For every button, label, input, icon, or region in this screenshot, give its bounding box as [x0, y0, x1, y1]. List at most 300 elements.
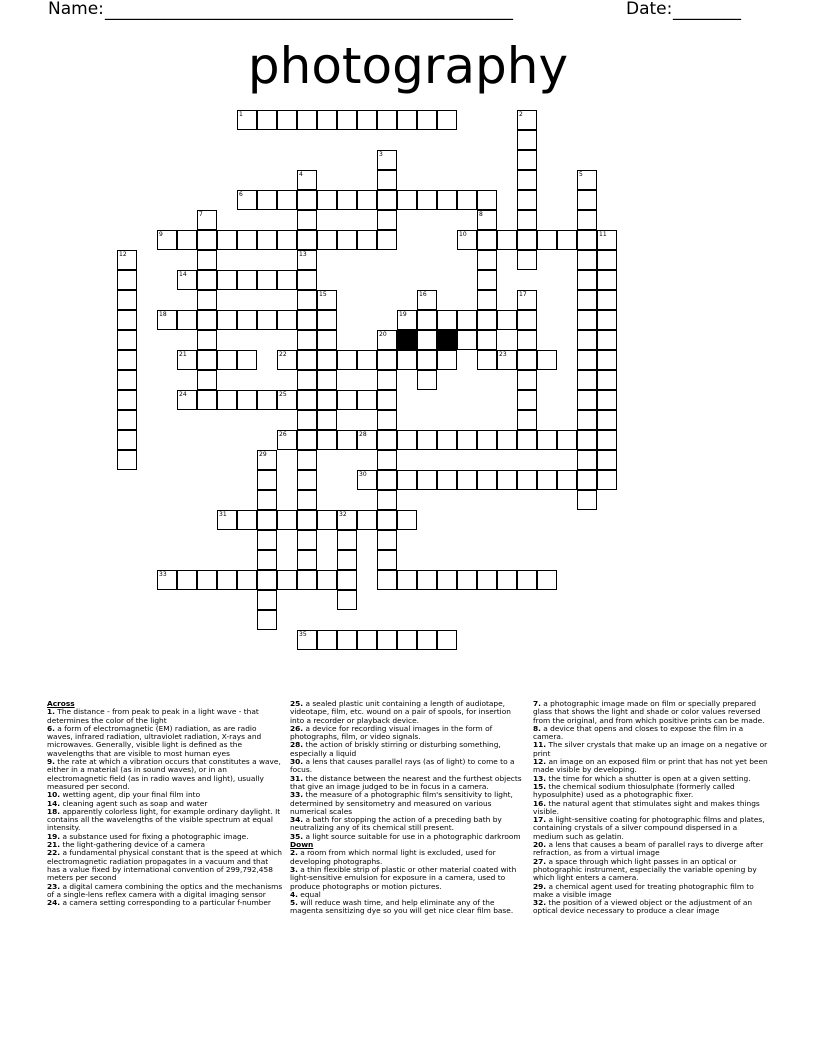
crossword-cell[interactable] — [457, 470, 477, 490]
crossword-cell[interactable] — [257, 510, 277, 530]
crossword-cell[interactable] — [497, 230, 517, 250]
clue-number: 10 — [459, 231, 467, 238]
crossword-cell[interactable] — [117, 430, 137, 450]
crossword-cell[interactable] — [297, 570, 317, 590]
clue-number-label: 23. — [47, 881, 61, 891]
crossword-cell[interactable] — [117, 270, 137, 290]
crossword-cell[interactable] — [477, 290, 497, 310]
crossword-cell[interactable] — [477, 430, 497, 450]
crossword-cell[interactable] — [297, 410, 317, 430]
crossword-cell[interactable] — [577, 390, 597, 410]
crossword-cell[interactable] — [297, 210, 317, 230]
crossword-cell[interactable] — [177, 270, 197, 290]
crossword-cell[interactable] — [337, 390, 357, 410]
crossword-cell[interactable] — [317, 310, 337, 330]
crossword-cell[interactable] — [397, 350, 417, 370]
crossword-cell[interactable] — [417, 330, 437, 350]
crossword-cell[interactable] — [297, 510, 317, 530]
crossword-cell[interactable] — [317, 230, 337, 250]
crossword-cell[interactable] — [517, 230, 537, 250]
clue-text: a space through which light passes in an optical or photographic instrument, especially the variable opening by which light enters a camera. — [533, 856, 757, 883]
crossword-cell[interactable] — [597, 250, 617, 270]
clue-item — [47, 758, 283, 791]
crossword-cell[interactable] — [397, 310, 417, 330]
crossword-cell[interactable] — [337, 510, 357, 530]
crossword-cell[interactable] — [257, 530, 277, 550]
crossword-cell[interactable] — [577, 350, 597, 370]
clue-text: a photographic image made on film or specially prepared glass that shows the light and shade or color values reversed from the original, and from which positive prints can be made. — [533, 699, 765, 725]
crossword-cell[interactable] — [297, 270, 317, 290]
crossword-cell[interactable] — [117, 350, 137, 370]
crossword-cell[interactable] — [437, 110, 457, 130]
crossword-cell[interactable] — [337, 630, 357, 650]
crossword-cell[interactable] — [497, 470, 517, 490]
date-field[interactable]: ________ — [673, 1, 741, 21]
crossword-cell[interactable] — [257, 490, 277, 510]
crossword-cell[interactable] — [517, 570, 537, 590]
crossword-cell[interactable] — [257, 270, 277, 290]
crossword-cell[interactable] — [597, 270, 617, 290]
crossword-cell[interactable] — [257, 310, 277, 330]
crossword-cell[interactable] — [377, 330, 397, 350]
crossword-cell[interactable] — [517, 410, 537, 430]
crossword-cell[interactable] — [297, 550, 317, 570]
crossword-cell[interactable] — [597, 370, 617, 390]
crossword-cell[interactable] — [297, 430, 317, 450]
crossword-cell[interactable] — [297, 330, 317, 350]
crossword-cell[interactable] — [377, 110, 397, 130]
crossword-cell[interactable] — [577, 490, 597, 510]
clue-number: 30 — [359, 471, 367, 478]
clue-number: 35 — [299, 631, 307, 638]
crossword-cell[interactable] — [357, 350, 377, 370]
crossword-cell[interactable] — [517, 350, 537, 370]
crossword-cell[interactable] — [317, 390, 337, 410]
crossword-cell[interactable] — [597, 470, 617, 490]
crossword-cell[interactable] — [517, 310, 537, 330]
blocked-cell — [437, 330, 457, 350]
clue-number: 15 — [319, 291, 327, 298]
crossword-cell[interactable] — [377, 470, 397, 490]
crossword-cell[interactable] — [477, 470, 497, 490]
date-label: Date: — [626, 0, 673, 19]
crossword-cell[interactable] — [257, 230, 277, 250]
crossword-cell[interactable] — [297, 110, 317, 130]
crossword-cell[interactable] — [517, 110, 537, 130]
crossword-cell[interactable] — [517, 250, 537, 270]
crossword-cell[interactable] — [297, 170, 317, 190]
clue-text: a light source suitable for use in a photographic darkroom — [303, 831, 521, 841]
crossword-cell[interactable] — [337, 230, 357, 250]
crossword-cell[interactable] — [157, 310, 177, 330]
crossword-cell[interactable] — [597, 450, 617, 470]
crossword-cell[interactable] — [257, 190, 277, 210]
crossword-cell[interactable] — [537, 570, 557, 590]
crossword-cell[interactable] — [437, 310, 457, 330]
crossword-cell[interactable] — [437, 350, 457, 370]
crossword-cell[interactable] — [577, 230, 597, 250]
crossword-cell[interactable] — [257, 550, 277, 570]
clue-item — [290, 899, 526, 916]
crossword-cell[interactable] — [177, 230, 197, 250]
crossword-cell[interactable] — [297, 250, 317, 270]
crossword-cell[interactable] — [397, 190, 417, 210]
crossword-cell[interactable] — [377, 410, 397, 430]
crossword-cell[interactable] — [377, 530, 397, 550]
crossword-cell[interactable] — [577, 310, 597, 330]
crossword-cell[interactable] — [437, 190, 457, 210]
across-heading: Across — [47, 699, 75, 708]
crossword-cell[interactable] — [477, 230, 497, 250]
crossword-cell[interactable] — [297, 230, 317, 250]
crossword-cell[interactable] — [197, 210, 217, 230]
crossword-cell[interactable] — [577, 470, 597, 490]
crossword-cell[interactable] — [477, 310, 497, 330]
crossword-cell[interactable] — [117, 330, 137, 350]
crossword-cell[interactable] — [317, 370, 337, 390]
clue-text: an image on an exposed film or print that has not yet been made visible by developing. — [533, 757, 768, 775]
crossword-cell[interactable] — [477, 270, 497, 290]
crossword-cell[interactable] — [457, 310, 477, 330]
crossword-cell[interactable] — [337, 590, 357, 610]
crossword-cell[interactable] — [517, 390, 537, 410]
crossword-cell[interactable] — [557, 470, 577, 490]
crossword-cell[interactable] — [117, 370, 137, 390]
crossword-cell[interactable] — [177, 350, 197, 370]
crossword-cell[interactable] — [377, 570, 397, 590]
crossword-cell[interactable] — [577, 290, 597, 310]
crossword-cell[interactable] — [377, 490, 397, 510]
crossword-cell[interactable] — [517, 190, 537, 210]
crossword-cell[interactable] — [177, 390, 197, 410]
crossword-cell[interactable] — [297, 310, 317, 330]
crossword-cell[interactable] — [237, 510, 257, 530]
crossword-cell[interactable] — [537, 350, 557, 370]
clue-text: wetting agent, dip your final film into — [60, 790, 201, 800]
crossword-cell[interactable] — [117, 290, 137, 310]
crossword-cell[interactable] — [357, 230, 377, 250]
crossword-cell[interactable] — [457, 570, 477, 590]
crossword-cell[interactable] — [177, 310, 197, 330]
crossword-cell[interactable] — [197, 230, 217, 250]
crossword-cell[interactable] — [417, 370, 437, 390]
crossword-cell[interactable] — [597, 290, 617, 310]
crossword-cell[interactable] — [437, 430, 457, 450]
clue-text: a substance used for fixing a photographic image. — [60, 831, 249, 841]
clue-number: 25 — [279, 391, 287, 398]
crossword-cell[interactable] — [277, 350, 297, 370]
crossword-cell[interactable] — [217, 510, 237, 530]
clue-number: 24 — [179, 391, 187, 398]
crossword-cell[interactable] — [597, 230, 617, 250]
crossword-cell[interactable] — [257, 570, 277, 590]
crossword-cell[interactable] — [277, 230, 297, 250]
crossword-cell[interactable] — [417, 290, 437, 310]
crossword-cell[interactable] — [357, 390, 377, 410]
crossword-cell[interactable] — [277, 570, 297, 590]
crossword-cell[interactable] — [277, 190, 297, 210]
crossword-cell[interactable] — [277, 390, 297, 410]
crossword-cell[interactable] — [257, 590, 277, 610]
crossword-cell[interactable] — [257, 470, 277, 490]
crossword-cell[interactable] — [577, 450, 597, 470]
crossword-cell[interactable] — [337, 530, 357, 550]
crossword-cell[interactable] — [317, 570, 337, 590]
crossword-cell[interactable] — [577, 270, 597, 290]
crossword-cell[interactable] — [517, 370, 537, 390]
crossword-cell[interactable] — [497, 350, 517, 370]
crossword-cell[interactable] — [277, 110, 297, 130]
crossword-cell[interactable] — [517, 290, 537, 310]
crossword-cell[interactable] — [337, 550, 357, 570]
crossword-cell[interactable] — [597, 330, 617, 350]
crossword-cell[interactable] — [437, 570, 457, 590]
crossword-cell[interactable] — [577, 170, 597, 190]
crossword-cell[interactable] — [577, 210, 597, 230]
crossword-cell[interactable] — [217, 390, 237, 410]
crossword-cell[interactable] — [257, 390, 277, 410]
crossword-cell[interactable] — [117, 410, 137, 430]
clue-item — [290, 725, 526, 742]
crossword-cell[interactable] — [297, 190, 317, 210]
crossword-cell[interactable] — [197, 310, 217, 330]
crossword-cell[interactable] — [317, 430, 337, 450]
crossword-cell[interactable] — [237, 110, 257, 130]
crossword-cell[interactable] — [357, 630, 377, 650]
crossword-cell[interactable] — [537, 230, 557, 250]
crossword-cell[interactable] — [457, 190, 477, 210]
crossword-cell[interactable] — [377, 170, 397, 190]
crossword-cell[interactable] — [597, 310, 617, 330]
clue-number-label: 34. — [290, 815, 304, 825]
crossword-cell[interactable] — [317, 510, 337, 530]
crossword-cell[interactable] — [477, 250, 497, 270]
crossword-cell[interactable] — [317, 350, 337, 370]
crossword-cell[interactable] — [237, 310, 257, 330]
crossword-cell[interactable] — [417, 350, 437, 370]
crossword-cell[interactable] — [517, 430, 537, 450]
crossword-cell[interactable] — [557, 230, 577, 250]
crossword-cell[interactable] — [197, 330, 217, 350]
crossword-cell[interactable] — [377, 430, 397, 450]
crossword-cell[interactable] — [337, 110, 357, 130]
crossword-cell[interactable] — [297, 350, 317, 370]
crossword-cell[interactable] — [117, 250, 137, 270]
crossword-cell[interactable] — [477, 350, 497, 370]
crossword-cell[interactable] — [197, 290, 217, 310]
clue-number: 2 — [519, 111, 523, 118]
crossword-cell[interactable] — [577, 410, 597, 430]
crossword-cell[interactable] — [377, 350, 397, 370]
crossword-cell[interactable] — [517, 210, 537, 230]
crossword-cell[interactable] — [557, 430, 577, 450]
name-field[interactable]: ________________________________________________ — [105, 1, 513, 21]
crossword-cell[interactable] — [377, 630, 397, 650]
crossword-cell[interactable] — [597, 410, 617, 430]
crossword-cell[interactable] — [417, 570, 437, 590]
crossword-cell[interactable] — [357, 470, 377, 490]
clue-number-label: 5. — [290, 898, 298, 908]
crossword-cell[interactable] — [477, 570, 497, 590]
crossword-cell[interactable] — [317, 290, 337, 310]
crossword-cell[interactable] — [317, 110, 337, 130]
crossword-cell[interactable] — [577, 250, 597, 270]
crossword-cell[interactable] — [517, 150, 537, 170]
crossword-cell[interactable] — [197, 270, 217, 290]
crossword-cell[interactable] — [277, 310, 297, 330]
crossword-cell[interactable] — [277, 510, 297, 530]
crossword-cell[interactable] — [237, 350, 257, 370]
crossword-cell[interactable] — [377, 510, 397, 530]
crossword-cell[interactable] — [317, 190, 337, 210]
crossword-cell[interactable] — [317, 330, 337, 350]
crossword-cell[interactable] — [377, 150, 397, 170]
crossword-cell[interactable] — [117, 310, 137, 330]
crossword-cell[interactable] — [497, 310, 517, 330]
crossword-cell[interactable] — [197, 370, 217, 390]
crossword-cell[interactable] — [237, 390, 257, 410]
clue-text: a chemical agent used for treating photographic film to make a visible image — [533, 881, 754, 899]
crossword-cell[interactable] — [417, 630, 437, 650]
clue-number: 21 — [179, 351, 187, 358]
crossword-cell[interactable] — [297, 290, 317, 310]
crossword-cell[interactable] — [417, 430, 437, 450]
crossword-cell[interactable] — [237, 190, 257, 210]
crossword-cell[interactable] — [237, 270, 257, 290]
crossword-cell[interactable] — [377, 370, 397, 390]
crossword-cell[interactable] — [197, 350, 217, 370]
clue-item — [533, 758, 769, 775]
crossword-cell[interactable] — [297, 450, 317, 470]
crossword-cell[interactable] — [257, 450, 277, 470]
clue-text: The distance - from peak to peak in a light wave - that determines the color of the light — [47, 707, 259, 725]
crossword-cell[interactable] — [377, 230, 397, 250]
crossword-cell[interactable] — [217, 350, 237, 370]
crossword-cell[interactable] — [437, 470, 457, 490]
crossword-cell[interactable] — [517, 130, 537, 150]
crossword-cell[interactable] — [317, 410, 337, 430]
clue-number-label: 15. — [533, 781, 547, 791]
clue-item — [47, 883, 283, 900]
crossword-cell[interactable] — [377, 190, 397, 210]
crossword-cell[interactable] — [537, 430, 557, 450]
crossword-cell[interactable] — [317, 630, 337, 650]
clue-number: 22 — [279, 351, 287, 358]
crossword-cell[interactable] — [257, 110, 277, 130]
crossword-cell[interactable] — [497, 430, 517, 450]
crossword-cell[interactable] — [477, 210, 497, 230]
crossword-cell[interactable] — [417, 110, 437, 130]
crossword-cell[interactable] — [597, 350, 617, 370]
crossword-cell[interactable] — [177, 570, 197, 590]
crossword-cell[interactable] — [217, 570, 237, 590]
crossword-cell[interactable] — [197, 570, 217, 590]
blocked-cell — [397, 330, 417, 350]
crossword-cell[interactable] — [497, 570, 517, 590]
crossword-cell[interactable] — [577, 430, 597, 450]
crossword-cell[interactable] — [437, 630, 457, 650]
crossword-cell[interactable] — [517, 170, 537, 190]
crossword-cell[interactable] — [597, 430, 617, 450]
clue-number: 23 — [499, 351, 507, 358]
clue-item — [290, 741, 526, 758]
crossword-cell[interactable] — [377, 210, 397, 230]
crossword-cell[interactable] — [157, 230, 177, 250]
crossword-cell[interactable] — [357, 110, 377, 130]
clue-number: 1 — [239, 111, 243, 118]
crossword-cell[interactable] — [297, 370, 317, 390]
crossword-cell[interactable] — [297, 630, 317, 650]
crossword-cell[interactable] — [337, 350, 357, 370]
clue-number: 3 — [379, 151, 383, 158]
crossword-cell[interactable] — [457, 230, 477, 250]
crossword-cell[interactable] — [397, 510, 417, 530]
crossword-cell[interactable] — [117, 450, 137, 470]
crossword-cell[interactable] — [457, 330, 477, 350]
crossword-cell[interactable] — [397, 110, 417, 130]
crossword-cell[interactable] — [297, 530, 317, 550]
crossword-cell[interactable] — [157, 570, 177, 590]
crossword-cell[interactable] — [457, 430, 477, 450]
crossword-cell[interactable] — [377, 450, 397, 470]
crossword-cell[interactable] — [397, 570, 417, 590]
crossword-cell[interactable] — [417, 310, 437, 330]
crossword-cell[interactable] — [417, 470, 437, 490]
crossword-cell[interactable] — [297, 470, 317, 490]
crossword-cell[interactable] — [277, 430, 297, 450]
clue-number: 6 — [239, 191, 243, 198]
crossword-cell[interactable] — [577, 330, 597, 350]
crossword-cell[interactable] — [577, 190, 597, 210]
crossword-cell[interactable] — [337, 430, 357, 450]
crossword-cell[interactable] — [277, 270, 297, 290]
crossword-cell[interactable] — [337, 190, 357, 210]
crossword-cell[interactable] — [377, 390, 397, 410]
crossword-cell[interactable] — [357, 430, 377, 450]
crossword-cell[interactable] — [397, 470, 417, 490]
crossword-cell[interactable] — [577, 370, 597, 390]
crossword-cell[interactable] — [337, 570, 357, 590]
crossword-cell[interactable] — [417, 190, 437, 210]
crossword-cell[interactable] — [257, 610, 277, 630]
crossword-cell[interactable] — [517, 470, 537, 490]
clue-text: a light-sensitive coating for photographic films and plates, containing crystals of a silver compound dispersed in a medium such as gelatin. — [533, 815, 765, 841]
crossword-cell[interactable] — [197, 390, 217, 410]
crossword-cell[interactable] — [397, 630, 417, 650]
crossword-cell[interactable] — [397, 430, 417, 450]
crossword-cell[interactable] — [217, 230, 237, 250]
clue-number: 4 — [299, 171, 303, 178]
crossword-cell[interactable] — [477, 190, 497, 210]
clues-column-2 — [290, 700, 526, 916]
crossword-cell[interactable] — [237, 230, 257, 250]
crossword-cell[interactable] — [597, 390, 617, 410]
crossword-cell[interactable] — [237, 570, 257, 590]
crossword-cell[interactable] — [357, 510, 377, 530]
crossword-cell[interactable] — [537, 470, 557, 490]
crossword-cell[interactable] — [477, 330, 497, 350]
crossword-cell[interactable] — [297, 390, 317, 410]
crossword-cell[interactable] — [197, 250, 217, 270]
crossword-cell[interactable] — [217, 310, 237, 330]
crossword-cell[interactable] — [217, 270, 237, 290]
crossword-cell[interactable] — [357, 190, 377, 210]
clue-number-label: 9. — [47, 757, 55, 767]
crossword-cell[interactable] — [517, 330, 537, 350]
crossword-cell[interactable] — [117, 390, 137, 410]
crossword-cell[interactable] — [297, 490, 317, 510]
crossword-cell[interactable] — [377, 550, 397, 570]
